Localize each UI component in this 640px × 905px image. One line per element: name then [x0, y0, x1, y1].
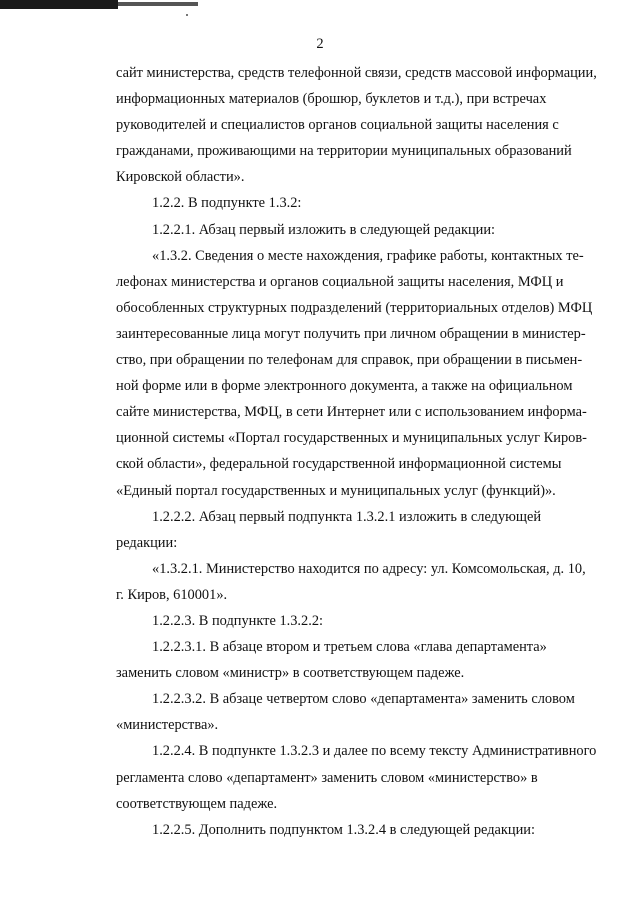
text-line: регламента слово «департамент» заменить словом «министерство» в — [116, 769, 538, 786]
text-line: г. Киров, 610001». — [116, 586, 228, 603]
text-line: Кировской области». — [116, 169, 245, 186]
text-line: лефонах министерства и органов социальной защиты населения, МФЦ и — [116, 273, 564, 290]
text-line: ционной системы «Портал государственных и муниципальных услуг Киров- — [116, 430, 587, 447]
text-line: соответствующем падеже. — [116, 795, 278, 812]
text-line: сайте министерства, МФЦ, в сети Интернет или с использованием информа- — [116, 404, 587, 421]
text-line: 1.2.2.5. Дополнить подпунктом 1.3.2.4 в следующей редакции: — [152, 821, 536, 838]
body-text — [116, 60, 597, 843]
text-line: руководителей и специалистов органов социальной защиты населения с — [116, 117, 559, 134]
scan-artifact-bar-thin — [118, 2, 198, 6]
text-line: обособленных структурных подразделений (территориальных отделов) МФЦ — [116, 299, 593, 316]
text-line: «Единый портал государственных и муниципальных услуг (функций)». — [116, 482, 556, 499]
text-line: ство, при обращении по телефонам для справок, при обращении в письмен- — [116, 352, 583, 369]
text-line: 1.2.2. В подпункте 1.3.2: — [152, 195, 302, 212]
page-number: 2 — [316, 36, 324, 52]
text-line: ской области», федеральной государственной информационной системы — [116, 456, 562, 473]
text-line: заинтересованные лица могут получить при личном обращении в министер- — [116, 325, 586, 342]
scan-artifact-bar — [0, 0, 118, 9]
text-line: 1.2.2.3.2. В абзаце четвертом слово «департамента» заменить словом — [152, 691, 575, 708]
text-line: «министерства». — [116, 717, 219, 734]
text-line: заменить словом «министр» в соответствующем падеже. — [116, 665, 465, 682]
text-line: 1.2.2.2. Абзац первый подпункта 1.3.2.1 изложить в следующей — [152, 508, 542, 525]
text-line: ной форме или в форме электронного документа, а также на официальном — [116, 378, 573, 395]
scan-artifact-dot — [186, 14, 188, 16]
text-line: «1.3.2.1. Министерство находится по адресу: ул. Комсомольская, д. 10, — [152, 560, 586, 577]
text-line: сайт министерства, средств телефонной связи, средств массовой информации, — [116, 65, 597, 81]
text-line: 1.2.2.3.1. В абзаце втором и третьем слова «глава департамента» — [152, 639, 547, 656]
text-line: 1.2.2.1. Абзац первый изложить в следующей редакции: — [152, 221, 496, 238]
text-line: «1.3.2. Сведения о месте нахождения, графике работы, контактных те- — [152, 247, 584, 264]
text-line: 1.2.2.3. В подпункте 1.3.2.2: — [152, 612, 324, 629]
text-line: редакции: — [116, 534, 178, 551]
text-line: информационных материалов (брошюр, буклетов и т.д.), при встречах — [116, 91, 547, 108]
text-line: гражданами, проживающими на территории муниципальных образований — [116, 143, 572, 160]
text-line: 1.2.2.4. В подпункте 1.3.2.3 и далее по всему тексту Административного — [152, 743, 597, 760]
